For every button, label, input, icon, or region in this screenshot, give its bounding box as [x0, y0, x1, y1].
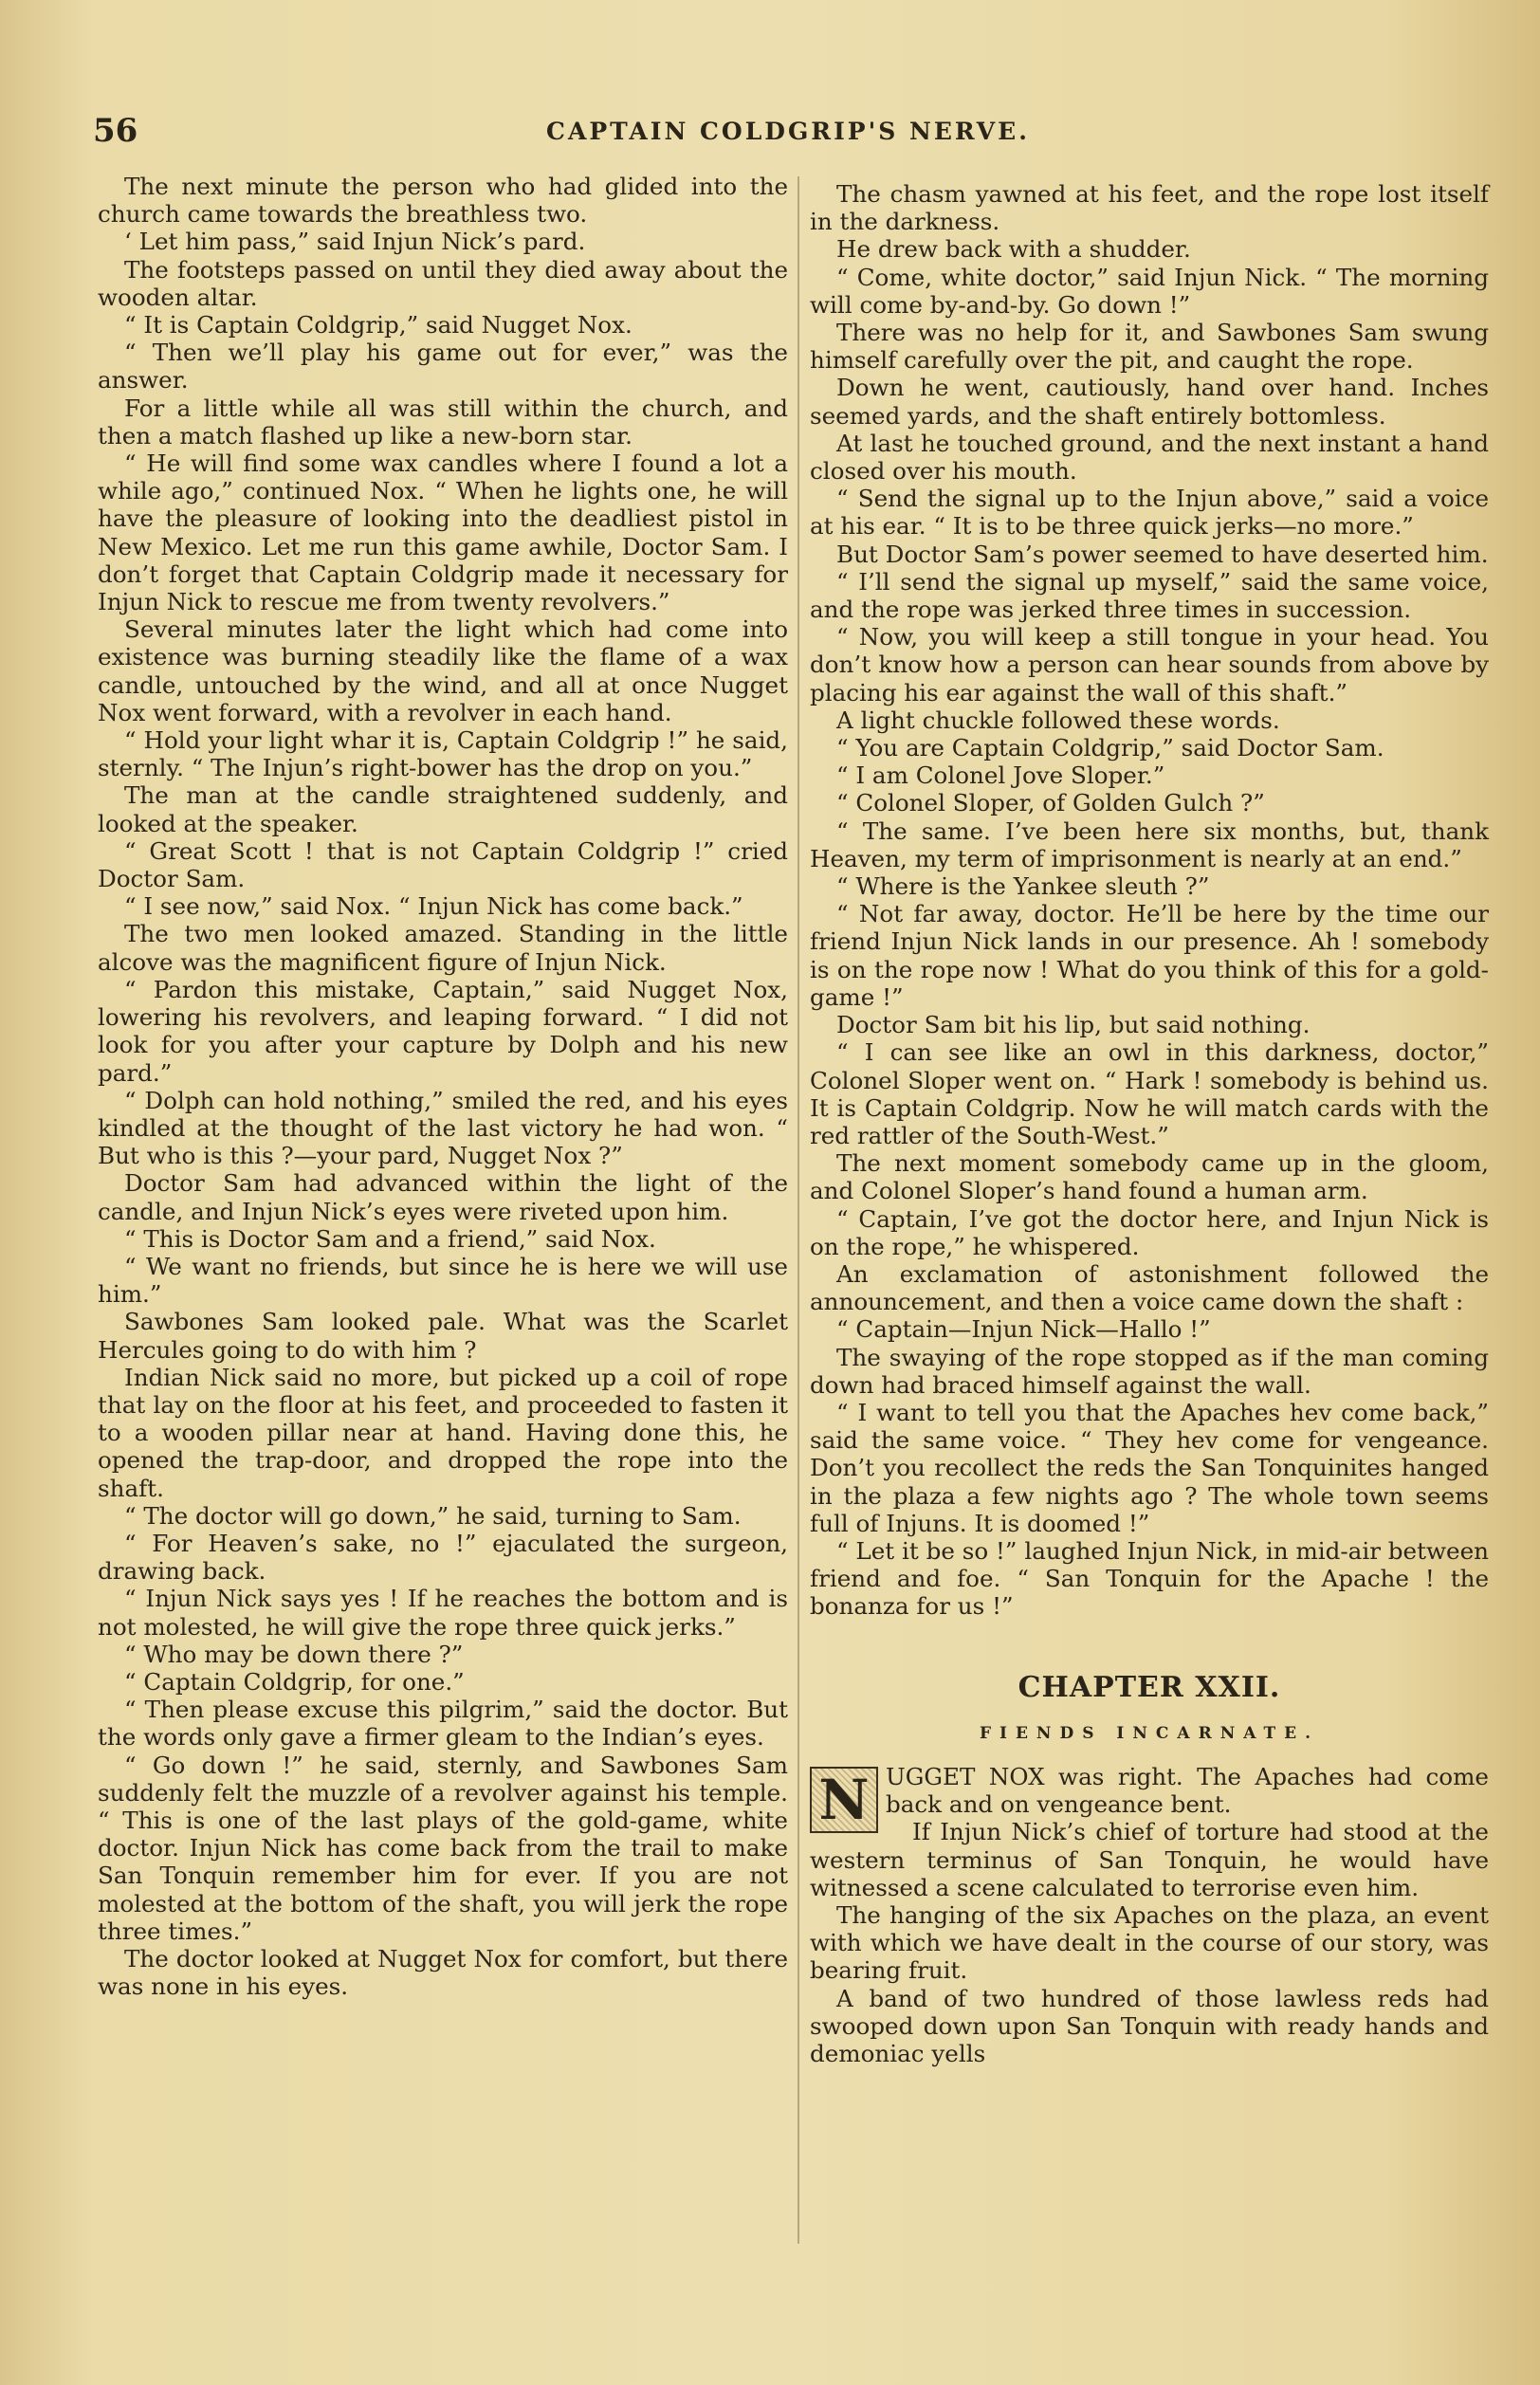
paragraph: “ Send the signal up to the Injun above,” said a voice at his ear. “ It is to be three quick jerks—no more.”: [810, 485, 1489, 541]
paragraph: “ I want to tell you that the Apaches hev come back,” said the same voice. “ They hev come for vengeance. Don’t you recollect the reds the San Tonquinites hanged in the plaza a few nights ago ? The whole town seems full of Injuns. It is doomed !”: [810, 1398, 1489, 1537]
paragraph: “ We want no friends, but since he is here we will use him.”: [98, 1252, 788, 1309]
column-divider: [798, 176, 799, 2244]
first-paragraph-text: UGGET NOX was right. The Apaches had come back and on vengeance bent.: [886, 1762, 1489, 1819]
paragraph: “ The doctor will go down,” he said, turning to Sam.: [124, 1501, 742, 1530]
paragraph: “ Then we’ll play his game out for ever,” was the answer.: [98, 339, 788, 394]
chapter-subtitle: FIENDS INCARNATE.: [979, 1723, 1320, 1743]
left-column: [98, 173, 788, 2000]
paragraph: “ Colonel Sloper, of Golden Gulch ?”: [836, 789, 1265, 817]
paragraph: Down he went, cautiously, hand over hand. Inches seemed yards, and the shaft entirely bottomless.: [810, 374, 1489, 430]
paragraph: “ Go down !” he said, sternly, and Sawbones Sam suddenly felt the muzzle of a revolver against his temple. “ This is one of the last plays of the gold-game, white doctor. Injun Nick has come back from the trail to make San Tonquin remember him for ever. If you are not molested at the bottom of the shaft, you will jerk the rope three times.”: [98, 1751, 788, 1945]
paragraph: Several minutes later the light which had come into existence was burning steadily like the flame of a wax candle, untouched by the wind, and all at once Nugget Nox went forward, with a revolver in each hand.: [98, 615, 788, 726]
paragraph: “ Come, white doctor,” said Injun Nick. “ The morning will come by-and-by. Go down !”: [810, 263, 1489, 319]
paragraph: “ This is Doctor Sam and a friend,” said Nox.: [124, 1224, 656, 1253]
paragraph: “ Now, you will keep a still tongue in your head. You don’t know how a person can hear sounds from above by placing his ear against the wall of this shaft.”: [810, 623, 1489, 706]
paragraph: A band of two hundred of those lawless reds had swooped down upon San Tonquin with ready hands and demoniac yells: [810, 1984, 1489, 2067]
paragraph: “ You are Captain Coldgrip,” said Doctor Sam.: [836, 734, 1384, 762]
paragraph: “ I can see like an owl in this darkness, doctor,” Colonel Sloper went on. “ Hark ! somebody is behind us. It is Captain Coldgrip. Now he will match cards with the red rattler of the South-West.”: [810, 1038, 1489, 1149]
paragraph: Sawbones Sam looked pale. What was the Scarlet Hercules going to do with him ?: [98, 1308, 788, 1364]
paragraph: “ I’ll send the signal up myself,” said the same voice, and the rope was jerked three times in succession.: [810, 567, 1489, 624]
paragraph: The chasm yawned at his feet, and the rope lost itself in the darkness.: [810, 180, 1489, 236]
chapter-heading: CHAPTER XXII.: [1018, 1670, 1281, 1704]
paragraph: “ Captain, I’ve got the doctor here, and Injun Nick is on the rope,” he whispered.: [810, 1204, 1489, 1260]
paragraph: “ Captain Coldgrip, for one.”: [124, 1667, 465, 1696]
paragraph: There was no help for it, and Sawbones Sam swung himself carefully over the pit, and caught the rope.: [810, 319, 1489, 375]
paragraph: The two men looked amazed. Standing in the little alcove was the magnificent figure of Injun Nick.: [98, 920, 788, 976]
paragraph: “ Great Scott ! that is not Captain Coldgrip !” cried Doctor Sam.: [98, 836, 788, 893]
paragraph: “ He will find some wax candles where I found a lot a while ago,” continued Nox. “ When he lights one, he will have the pleasure of looking into the deadliest pistol in New Mexico. Let me run this game awhile, Doctor Sam. I don’t forget that Captain Coldgrip made it necessary for Injun Nick to rescue me from twenty revolvers.”: [98, 449, 788, 616]
paragraph: At last he touched ground, and the next instant a hand closed over his mouth.: [810, 429, 1489, 486]
paragraph: A light chuckle followed these words.: [836, 706, 1280, 734]
paragraph: “ Injun Nick says yes ! If he reaches the bottom and is not molested, he will give the rope three quick jerks.”: [98, 1585, 788, 1641]
paragraph: Doctor Sam had advanced within the light of the candle, and Injun Nick’s eyes were riveted upon him.: [98, 1169, 788, 1225]
paragraph: “ Who may be down there ?”: [124, 1640, 464, 1668]
paragraph: But Doctor Sam’s power seemed to have deserted him.: [836, 540, 1489, 568]
drop-cap: N: [810, 1767, 878, 1833]
paragraph: “ Where is the Yankee sleuth ?”: [836, 872, 1210, 901]
page-number: 56: [93, 112, 138, 150]
paragraph: “ Pardon this mistake, Captain,” said Nugget Nox, lowering his revolvers, and leaping forward. “ I did not look for you after your capture by Dolph and his new pard.”: [98, 975, 788, 1087]
paragraph: “ Hold your light whar it is, Captain Coldgrip !” he said, sternly. “ The Injun’s right-bower has the drop on you.”: [98, 726, 788, 782]
paragraph: The hanging of the six Apaches on the plaza, an event with which we have dealt in the course of our story, was bearing fruit.: [810, 1900, 1489, 1985]
paragraph: He drew back with a shudder.: [836, 235, 1191, 264]
chapter-first-paragraph: [810, 1762, 1489, 1832]
paragraph: Doctor Sam bit his lip, but said nothing.: [836, 1011, 1311, 1039]
paragraph: “ Then please excuse this pilgrim,” said the doctor. But the words only gave a firmer gleam to the Indian’s eyes.: [98, 1696, 788, 1752]
paragraph: The man at the candle straightened suddenly, and looked at the speaker.: [98, 781, 788, 837]
right-column: [810, 180, 1489, 2067]
paragraph: An exclamation of astonishment followed the announcement, and then a voice came down the shaft :: [810, 1259, 1489, 1316]
paragraph: ‘ Let him pass,” said Injun Nick’s pard.: [124, 228, 586, 256]
paragraph: “ For Heaven’s sake, no !” ejaculated the surgeon, drawing back.: [98, 1529, 788, 1586]
paragraph: The doctor looked at Nugget Nox for comfort, but there was none in his eyes.: [98, 1945, 788, 2001]
paragraph: “ Not far away, doctor. He’ll be here by the time our friend Injun Nick lands in our presence. Ah ! somebody is on the rope now ! What do you think of this for a gold-game !”: [810, 900, 1489, 1011]
paragraph: “ Let it be so !” laughed Injun Nick, in mid-air between friend and foe. “ San Tonquin for the Apache ! the bonanza for us !”: [810, 1536, 1489, 1621]
paragraph: The footsteps passed on until they died away about the wooden altar.: [98, 255, 788, 311]
page-header: [93, 112, 1483, 150]
paragraph: “ I am Colonel Jove Sloper.”: [836, 761, 1165, 790]
paragraph: For a little while all was still within the church, and then a match flashed up like a new-born star.: [98, 394, 788, 449]
paragraph: “ It is Captain Coldgrip,” said Nugget Nox.: [124, 311, 632, 339]
paragraph: The next minute the person who had glided into the church came towards the breathless two.: [98, 173, 788, 229]
paragraph: Indian Nick said no more, but picked up a coil of rope that lay on the floor at his feet, and proceeded to fasten it to a wooden pillar near at hand. Having done this, he opened the trap-door, and dropped the rope into the shaft.: [98, 1363, 788, 1502]
paragraph: “ Dolph can hold nothing,” smiled the red, and his eyes kindled at the thought of the last victory he had won. “ But who is this ?—your pard, Nugget Nox ?”: [98, 1086, 788, 1170]
paragraph: “ Captain—Injun Nick—Hallo !”: [836, 1315, 1211, 1344]
paragraph: “ I see now,” said Nox. “ Injun Nick has come back.”: [124, 892, 743, 921]
running-title: CAPTAIN COLDGRIP'S NERVE.: [546, 118, 1030, 145]
paragraph: The next moment somebody came up in the gloom, and Colonel Sloper’s hand found a human arm.: [810, 1149, 1489, 1205]
paragraph: If Injun Nick’s chief of torture had stood at the western terminus of San Tonquin, he would have witnessed a scene calculated to terrorise even him.: [810, 1818, 1489, 1901]
paragraph: “ The same. I’ve been here six months, but, thank Heaven, my term of imprisonment is nearly at an end.”: [810, 816, 1489, 872]
paragraph: The swaying of the rope stopped as if the man coming down had braced himself against the wall.: [810, 1343, 1489, 1399]
